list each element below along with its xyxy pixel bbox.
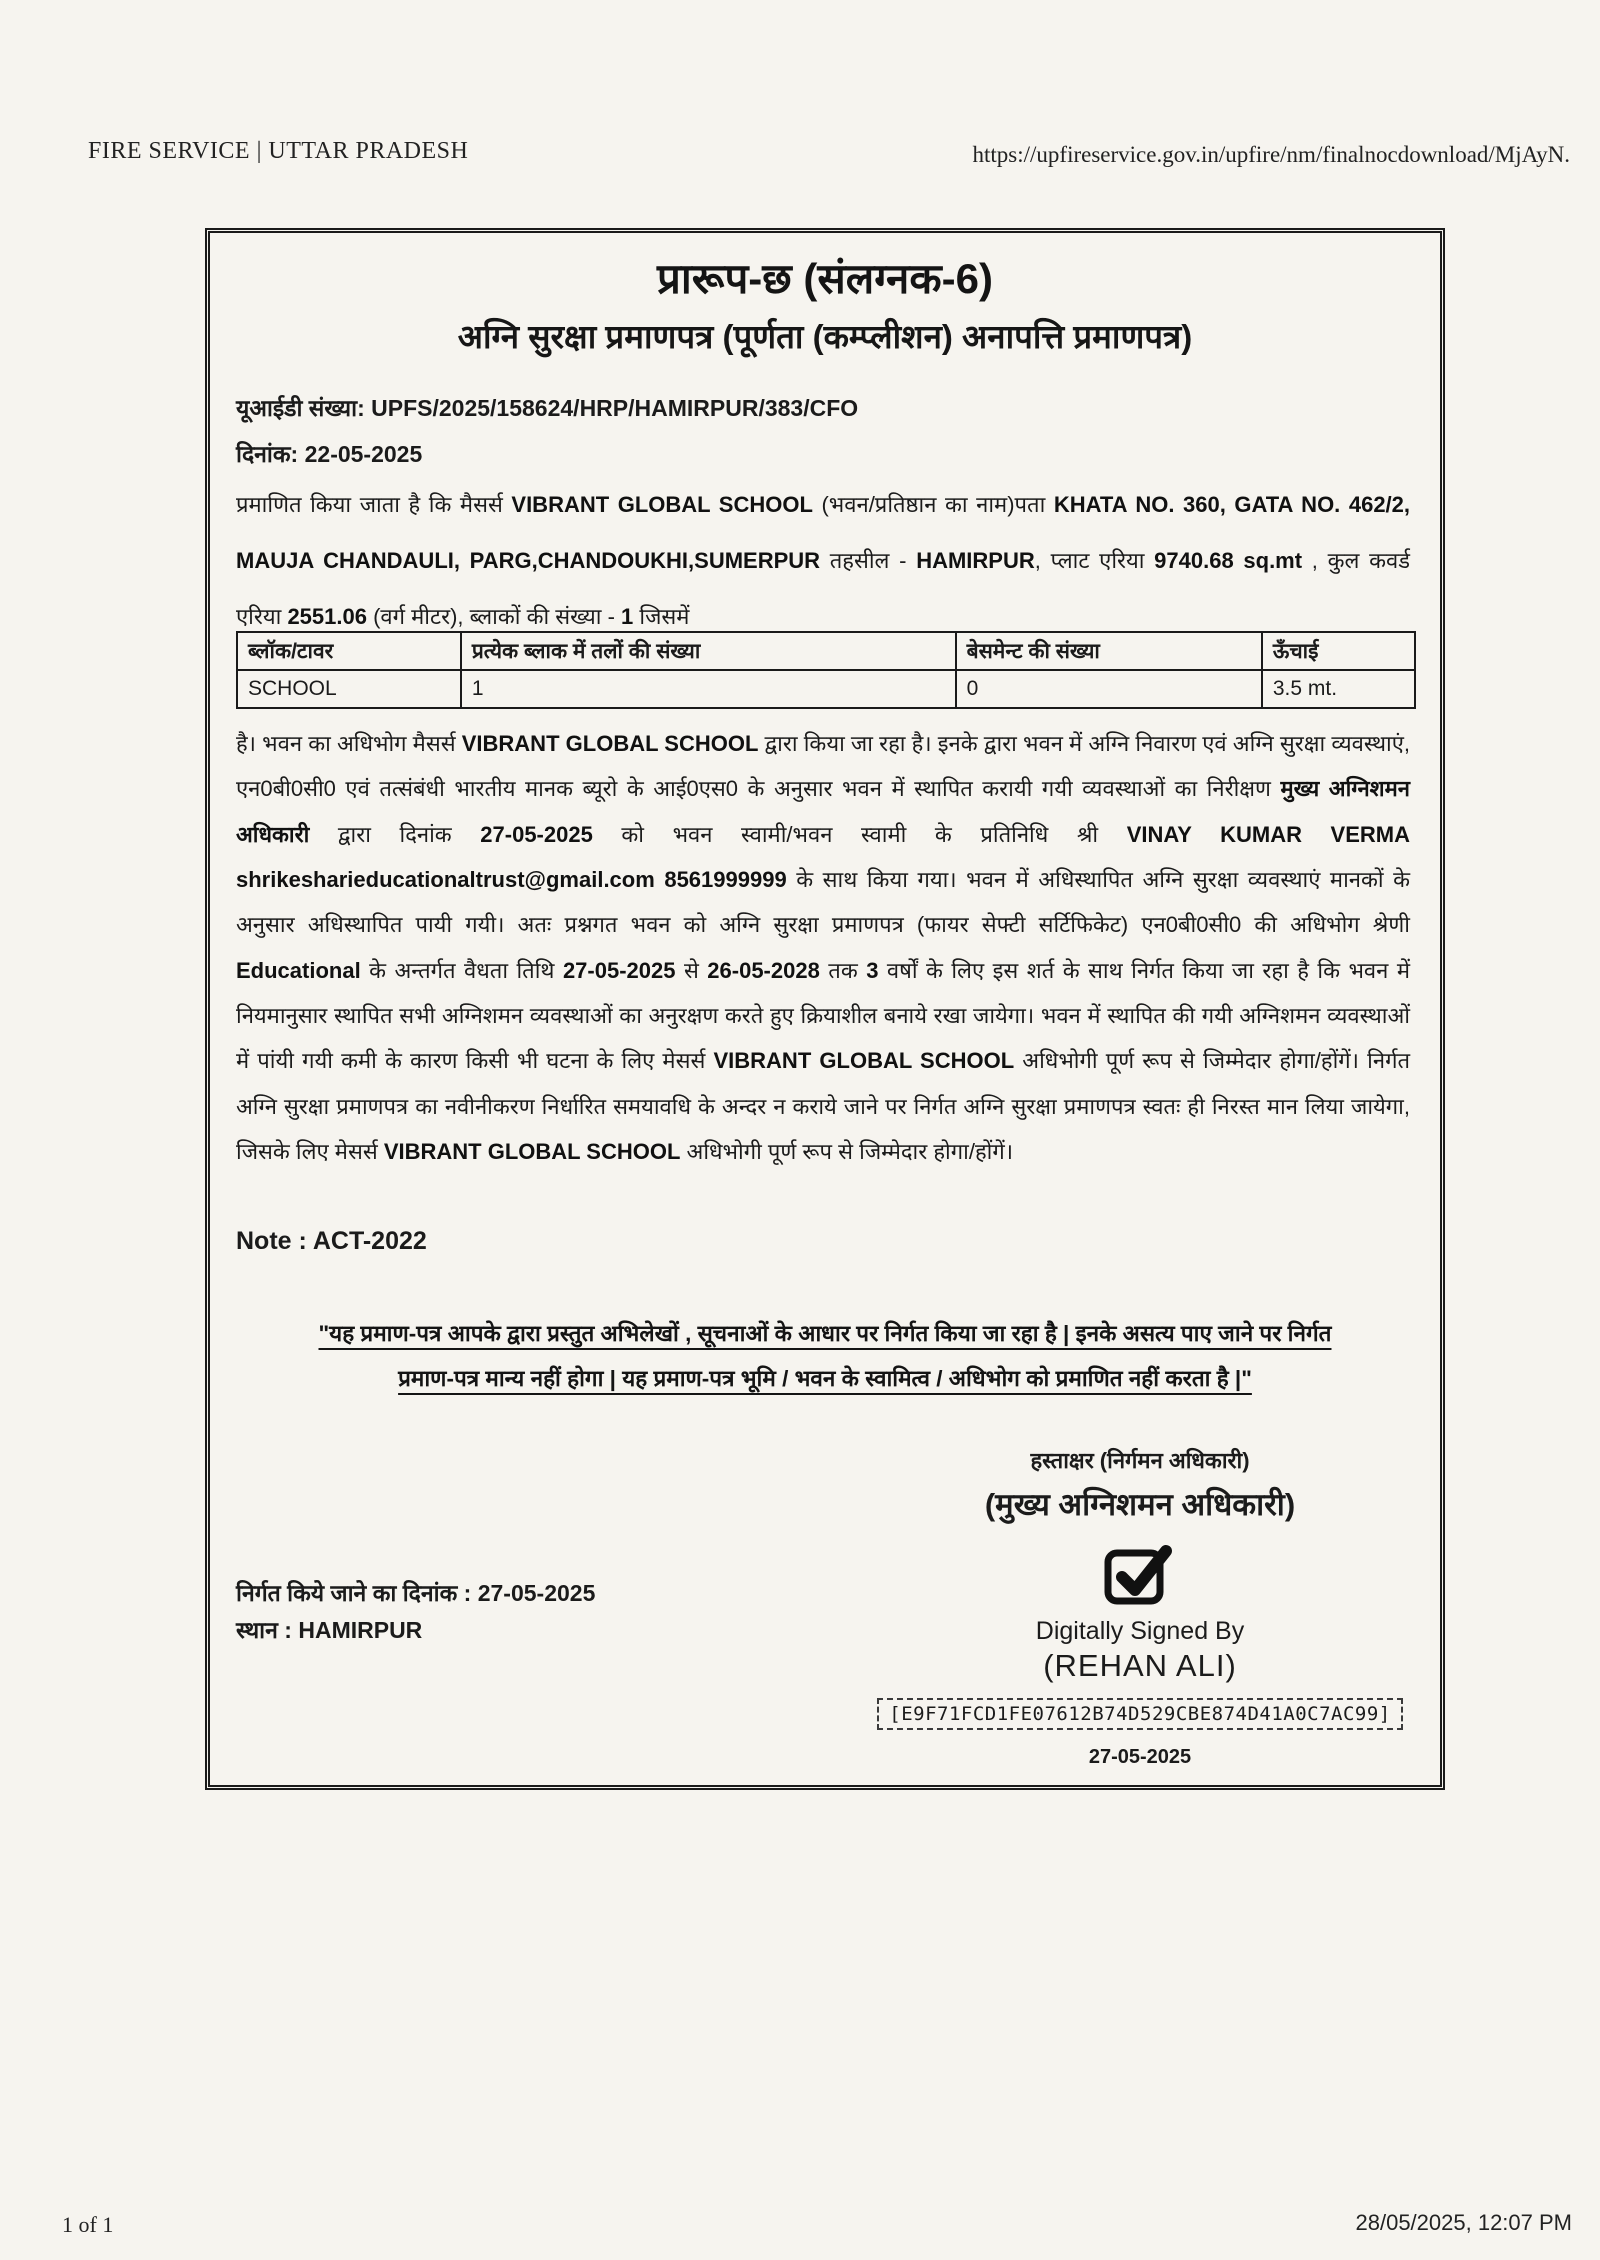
certificate-title: प्रारूप-छ (संलग्नक-6) — [657, 255, 993, 302]
issue-place-line: स्थान : HAMIRPUR — [236, 1616, 423, 1643]
uid-number-line: यूआईडी संख्या: UPFS/2025/158624/HRP/HAMIRPUR/383/CFO — [236, 395, 859, 421]
table-header-basement: बेसमेन्ट की संख्या — [956, 632, 1262, 670]
signature-label: हस्ताक्षर (निर्गमन अधिकारी) — [1030, 1448, 1250, 1473]
signing-officer-designation: (मुख्य अग्निशमन अधिकारी) — [984, 1487, 1296, 1522]
disclaimer-line-2: प्रमाण-पत्र मान्य नहीं होगा | यह प्रमाण-पत्र भूमि / भवन के स्वामित्व / अधिभोग को प्रमाणित नहीं करता है |" — [398, 1366, 1252, 1391]
signer-name: (REHAN ALI) — [1043, 1648, 1237, 1683]
certificate-date-line: दिनांक: 22-05-2025 — [236, 441, 423, 467]
signed-checkbox-icon — [860, 1537, 1420, 1611]
blocks-table — [236, 631, 1416, 709]
signature-date: 27-05-2025 — [1088, 1746, 1192, 1768]
print-header-title: FIRE SERVICE | UTTAR PRADESH — [88, 138, 469, 164]
print-timestamp: 28/05/2025, 12:07 PM — [1355, 2210, 1572, 2235]
table-row — [237, 670, 1415, 708]
note-line: Note : ACT-2022 — [236, 1227, 427, 1255]
certificate-frame — [205, 228, 1445, 1790]
cell-block-name: SCHOOL — [237, 670, 461, 708]
table-header-row — [237, 632, 1415, 670]
digitally-signed-label: Digitally Signed By — [1035, 1617, 1245, 1645]
print-header-url: https://upfireservice.gov.in/upfire/nm/finalnocdownload/MjAyN. — [972, 142, 1570, 167]
table-header-floors: प्रत्येक ब्लाक में तलों की संख्या — [461, 632, 956, 670]
certificate-subtitle: अग्नि सुरक्षा प्रमाणपत्र (पूर्णता (कम्प्लीशन) अनापत्ति प्रमाणपत्र) — [457, 318, 1193, 355]
intro-paragraph: प्रमाणित किया जाता है कि मैसर्स VIBRANT GLOBAL SCHOOL (भवन/प्रतिष्ठान का नाम)पता KHATA NO. 360, GATA NO. 462/2, MAUJA CHANDAULI, PARG,CHANDOUKHI,SUMERPUR तहसील - HAMIRPUR, प्लाट एरिया 9740.68 sq.mt , कुल कवर्ड एरिया 2551.06 (वर्ग मीटर), ब्लाकों की संख्या - 1 जिसमें — [236, 492, 1411, 630]
table-header-height: ऊँचाई — [1262, 632, 1415, 670]
issue-date-line: निर्गत किये जाने का दिनांक : 27-05-2025 — [236, 1580, 596, 1606]
issue-details — [236, 1575, 595, 1649]
body-paragraph: है। भवन का अधिभोग मैसर्स VIBRANT GLOBAL SCHOOL द्वारा किया जा रहा है। इनके द्वारा भवन में अग्नि निवारण एवं अग्नि सुरक्षा व्यवस्थाएं, एन0बी0सी0 एवं तत्संबंधी भारतीय मानक ब्यूरो के आई0एस0 के अनुसार भवन में स्थापित करायी गयी व्यवस्थाओं का निरीक्षण मुख्य अग्निशमन अधिकारी द्वारा दिनांक 27-05-2025 को भवन स्वामी/भवन स्वामी के प्रतिनिधि श्री VINAY KUMAR VERMA shrikesharieducationaltrust@gmail.com 8561999999 के साथ किया गया। भवन में अधिस्थापित अग्नि सुरक्षा व्यवस्थाएं मानकों के अनुसार अधिस्थापित पायी गयी। अतः प्रश्नगत भवन को अग्नि सुरक्षा प्रमाणपत्र (फायर सेफ्टी सर्टिफिकेट) एन0बी0सी0 की अधिभोग श्रेणी Educational के अन्तर्गत वैधता तिथि 27-05-2025 से 26-05-2028 तक 3 वर्षों के लिए इस शर्त के साथ निर्गत किया जा रहा है कि भवन में नियमानुसार स्थापित सभी अग्निशमन व्यवस्थाओं का अनुरक्षण करते हुए क्रियाशील बनाये रखा जायेगा। भवन में स्थापित की गयी अग्निशमन व्यवस्थाओं में पांयी गयी कमी के कारण किसी भी घटना के लिए मेसर्स VIBRANT GLOBAL SCHOOL अधिभोगी पूर्ण रूप से जिम्मेदार होगा/होंगें। निर्गत अग्नि सुरक्षा प्रमाणपत्र का नवीनीकरण निर्धारित समयावधि के अन्दर न कराये जाने पर निर्गत अग्नि सुरक्षा प्रमाणपत्र स्वतः ही निरस्त मान लिया जायेगा, जिसके लिए मेसर्स VIBRANT GLOBAL SCHOOL अधिभोगी पूर्ण रूप से जिम्मेदार होगा/होंगें। — [236, 731, 1411, 1164]
signature-block — [860, 1445, 1420, 1769]
table-header-block: ब्लॉक/टावर — [237, 632, 461, 670]
disclaimer-statement — [220, 1311, 1430, 1401]
cell-floors: 1 — [461, 670, 956, 708]
page-number: 1 of 1 — [62, 2212, 114, 2237]
signature-hash: [E9F71FCD1FE07612B74D529CBE874D41A0C7AC99] — [877, 1698, 1402, 1730]
cell-height: 3.5 mt. — [1262, 670, 1415, 708]
cell-basement: 0 — [956, 670, 1262, 708]
disclaimer-line-1: "यह प्रमाण-पत्र आपके द्वारा प्रस्तुत अभिलेखों , सूचनाओं के आधार पर निर्गत किया जा रहा है | इनके असत्य पाए जाने पर निर्गत — [318, 1321, 1332, 1346]
